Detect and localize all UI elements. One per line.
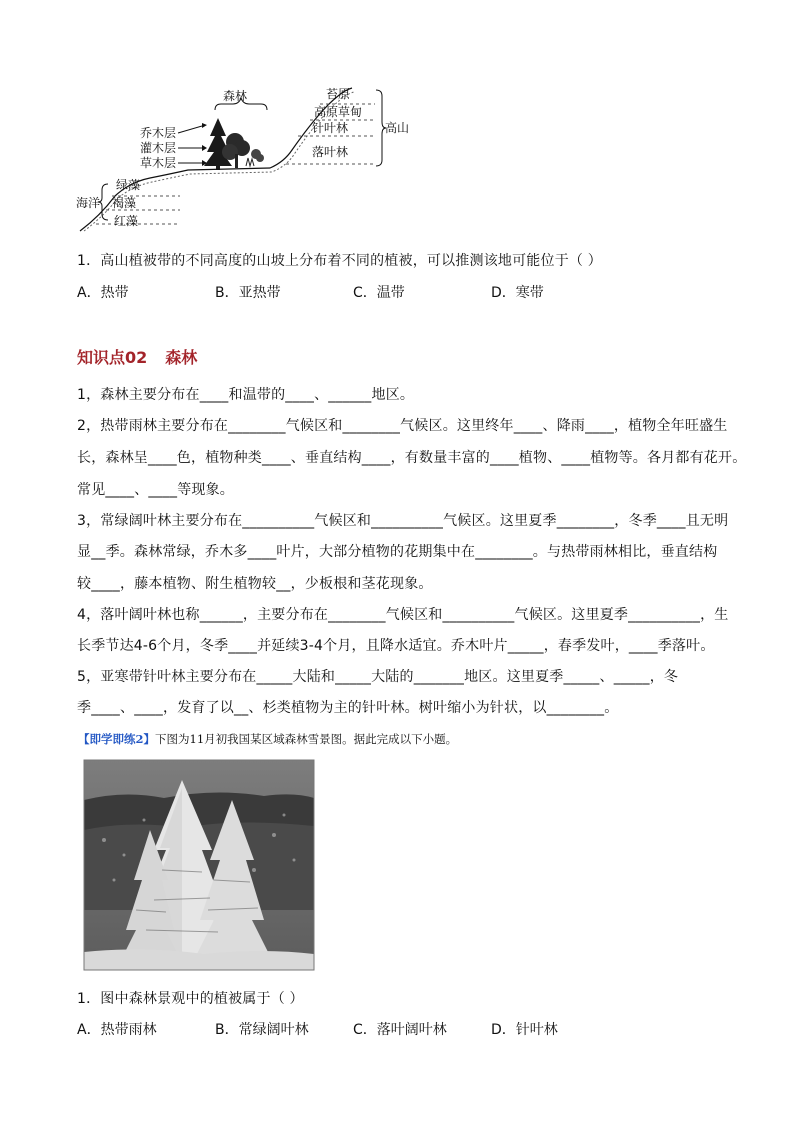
option-a[interactable]: A．热带 (77, 285, 129, 301)
option-d[interactable]: D．针叶林 (491, 1022, 558, 1038)
section-heading (77, 345, 197, 368)
paragraph-line: 2，热带雨林主要分布在________气候区和________气候区。这里终年____、降雨____，植物全年旺盛生 (77, 418, 728, 434)
algae-label-brown: 褐藻 (112, 196, 137, 210)
forest-trees-icon (204, 118, 264, 170)
option-c[interactable]: C．落叶阔叶林 (353, 1022, 447, 1038)
paragraph-line: 5，亚寒带针叶林主要分布在_____大陆和_____大陆的_______地区。这里夏季_____、_____，冬 (77, 669, 679, 685)
mountain-label: 高山 (385, 121, 410, 135)
zone-label-meadow: 高原草甸 (314, 105, 363, 119)
practice-prompt (78, 731, 457, 747)
options-altitude (77, 282, 544, 302)
section-name: 森林 (165, 348, 198, 367)
forest-label: 森林 (223, 89, 248, 103)
option-b[interactable]: B．常绿阔叶林 (215, 1022, 309, 1038)
paragraph-line: 季____、____，发育了以__、杉类植物为主的针叶林。树叶缩小为针状，以________。 (77, 700, 619, 716)
practice-text: 下图为11月初我国某区域森林雪景图。据此完成以下小题。 (155, 732, 458, 746)
layer-label-tree: 乔木层 (140, 126, 177, 140)
question-vegetation: 1．图中森林景观中的植被属于（ ） (77, 991, 304, 1007)
practice-tag: 【即学即练2】 (78, 732, 156, 746)
paragraph-line: 4，落叶阔叶林也称______，主要分布在________气候区和__________气候区。这里夏季__________，生 (77, 607, 729, 623)
option-c[interactable]: C．温带 (353, 285, 405, 301)
paragraph-line: 常见____、____等现象。 (77, 482, 234, 498)
vegetation-zone-diagram (70, 86, 410, 234)
paragraph-line: 1，森林主要分布在____和温带的____、______地区。 (77, 387, 415, 403)
algae-label-green: 绿藻 (116, 178, 141, 192)
zone-label-conifer: 针叶林 (312, 121, 349, 135)
algae-label-red: 红藻 (114, 214, 139, 228)
paragraph-line: 3，常绿阔叶林主要分布在__________气候区和__________气候区。这里夏季________，冬季____且无明 (77, 513, 729, 529)
paragraph-line: 长季节达4-6个月，冬季____并延续3-4个月，且降水适宜。乔木叶片_____，春季发叶，____季落叶。 (77, 638, 715, 654)
layer-label-shrub: 灌木层 (140, 141, 177, 155)
section-number: 知识点02 (77, 348, 148, 367)
option-a[interactable]: A．热带雨林 (77, 1022, 157, 1038)
paragraph-line: 较____，藤本植物、附生植物较__，少板根和茎花现象。 (77, 576, 433, 592)
paragraph-line: 显__季。森林常绿，乔木多____叶片，大部分植物的花期集中在________。与热带雨林相比，垂直结构 (77, 544, 718, 560)
question-altitude: 1．高山植被带的不同高度的山坡上分布着不同的植被，可以推测该地可能位于（ ） (77, 253, 602, 269)
options-vegetation (77, 1019, 558, 1039)
zone-label-deciduous: 落叶林 (312, 145, 349, 159)
ocean-label: 海洋 (76, 196, 101, 210)
paragraph-line: 长，森林呈____色，植物种类____、垂直结构____，有数量丰富的____植物、____植物等。各月都有花开。 (77, 450, 747, 466)
snow-forest-photo (84, 760, 314, 970)
layer-label-herb: 草木层 (140, 156, 177, 170)
option-d[interactable]: D．寒带 (491, 285, 544, 301)
option-b[interactable]: B．亚热带 (215, 285, 281, 301)
zone-label-tundra: 苔原 (326, 87, 351, 101)
